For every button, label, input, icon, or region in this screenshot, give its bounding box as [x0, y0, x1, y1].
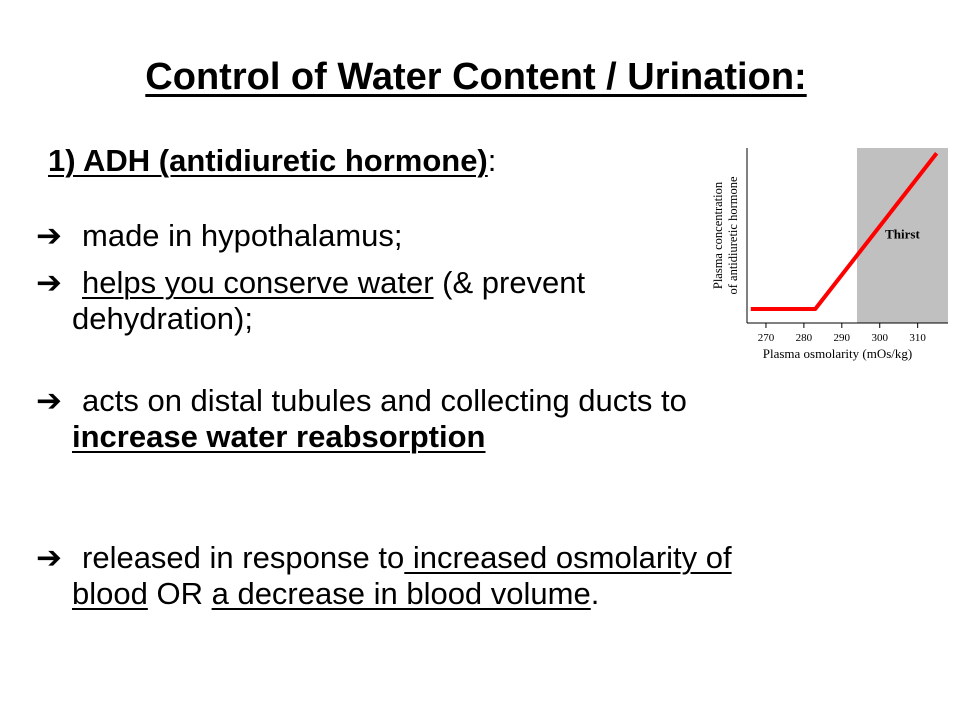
x-ticks — [758, 323, 927, 344]
x-tick-label: 300 — [871, 332, 888, 344]
bullet-1-text: made in hypothalamus; — [82, 218, 403, 253]
arrow-icon: ➔ — [36, 540, 62, 575]
arrow-icon: ➔ — [36, 383, 62, 418]
bullet-4-end: . — [590, 576, 600, 611]
bullet-4-underlined-2: a decrease in blood volume — [211, 576, 591, 611]
subtitle-colon: : — [487, 143, 497, 178]
bullet-4-underlined-1: increased osmolarity of blood — [72, 540, 732, 611]
arrow-icon: ➔ — [36, 218, 62, 253]
bullet-acts-on — [36, 383, 736, 455]
slide-title: Control of Water Content / Urination: — [145, 56, 807, 98]
bullet-released — [36, 540, 736, 612]
bullet-2-underlined: helps you conserve water — [82, 265, 434, 300]
slide-subtitle — [48, 141, 496, 181]
arrow-icon: ➔ — [36, 265, 62, 300]
bullet-4-pre: released in response to — [82, 540, 405, 575]
bullet-2-rest: (& prevent dehydration); — [72, 265, 586, 336]
x-tick-label: 310 — [909, 332, 926, 344]
x-axis-label: Plasma osmolarity (mOs/kg) — [762, 346, 913, 361]
adh-chart — [700, 140, 960, 370]
bullet-3-emphasis: increase water reabsorption — [72, 419, 486, 454]
bullet-conserve-water — [36, 265, 676, 337]
x-tick-label: 270 — [757, 332, 775, 344]
x-tick-label: 290 — [833, 332, 851, 344]
thirst-label: Thirst — [885, 226, 920, 242]
bullet-3-text: acts on distal tubules and collecting ducts to — [82, 383, 687, 418]
bullet-4-mid: OR — [147, 576, 212, 611]
y-axis-label-line-1: Plasma concentration — [711, 181, 725, 290]
x-tick-label: 280 — [795, 332, 813, 344]
y-axis-label-line-2: of antidiuretic hormone — [726, 176, 740, 295]
bullet-made-in — [36, 218, 696, 254]
subtitle-hormone: 1) ADH (antidiuretic hormone) — [48, 143, 488, 178]
